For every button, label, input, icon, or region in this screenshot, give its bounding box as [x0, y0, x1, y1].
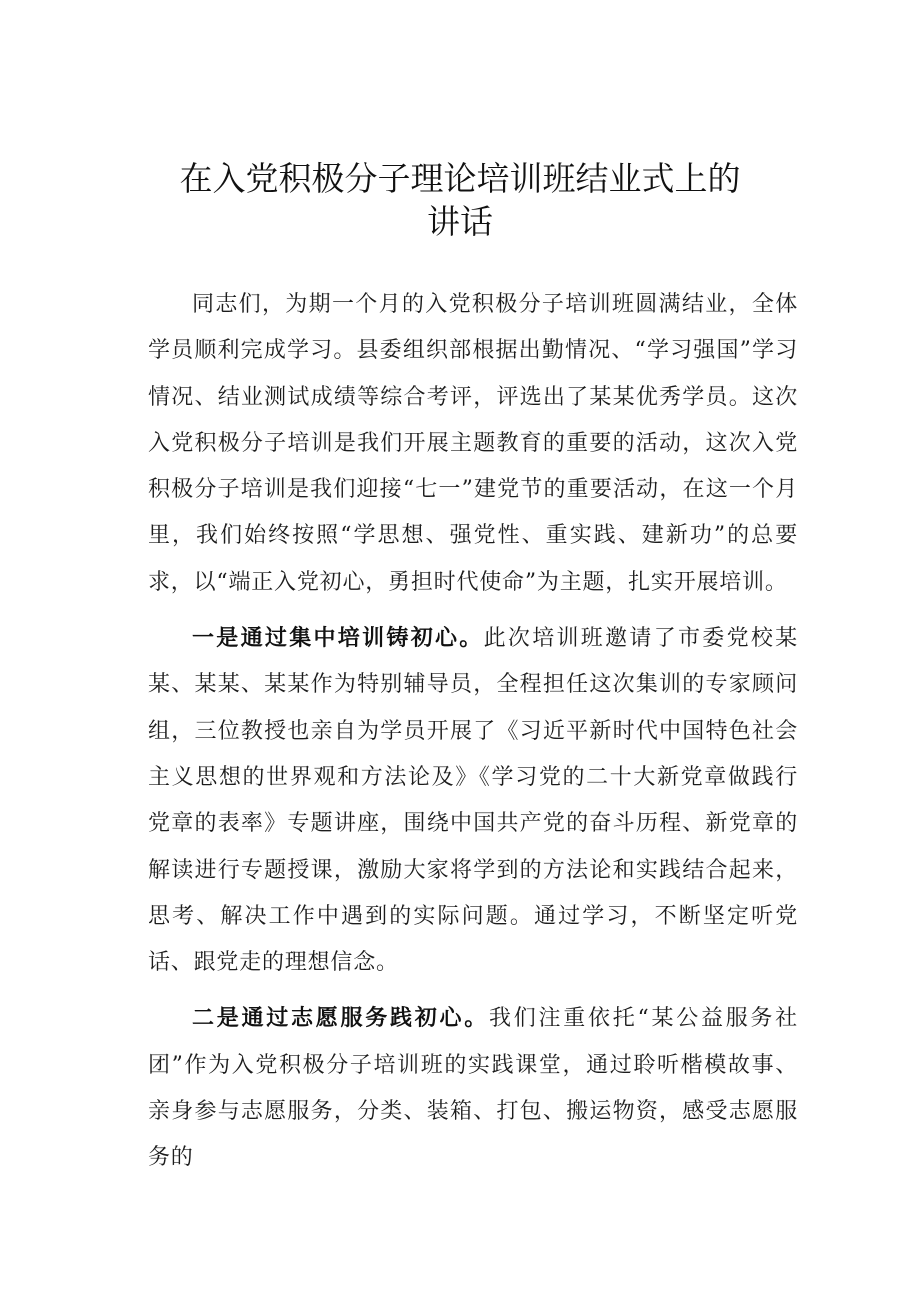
- paragraph-text: 同志们，为期一个月的入党积极分子培训班圆满结业，全体学员顺利完成学习。县委组织部根据出勤情况、“学习强国”学习情况、结业测试成绩等综合考评，评选出了某某优秀学员。这次入党积极分子培训是我们开展主题教育的重要的活动，这次入党积极分子培训是我们迎接“七一”建党节的重要活动，在这一个月里，我们始终按照“学思想、强党性、重实践、建新功”的总要求，以“端正入党初心，勇担时代使命”为主题，扎实开展培训。: [148, 292, 798, 595]
- paragraph-lead-heading: 一是通过集中培训铸初心。: [192, 625, 484, 652]
- document-title-line-1: 在入党积极分子理论培训班结业式上的: [179, 159, 741, 198]
- paragraph-lead-heading: 二是通过志愿服务践初心。: [192, 1005, 489, 1032]
- paragraph-opening: [148, 282, 798, 606]
- document-body: [148, 282, 798, 1191]
- document-title-line-2: 讲话: [427, 202, 493, 241]
- paragraph-section-two: [148, 995, 798, 1181]
- paragraph-section-one: [148, 615, 798, 986]
- paragraph-text: 此次培训班邀请了市委党校某某、某某、某某作为特别辅导员，全程担任这次集训的专家顾问组，三位教授也亲自为学员开展了《习近平新时代中国特色社会主义思想的世界观和方法论及》《学习党的二十大新党章做践行党章的表率》专题讲座，围绕中国共产党的奋斗历程、新党章的解读进行专题授课，激励大家将学到的方法论和实践结合起来，思考、解决工作中遇到的实际问题。通过学习，不断坚定听党话、跟党走的理想信念。: [148, 626, 798, 976]
- paragraph-text: 我们注重依托“某公益服务社团”作为入党积极分子培训班的实践课堂，通过聆听楷模故事、亲身参与志愿服务，分类、装箱、打包、搬运物资，感受志愿服务的: [148, 1006, 798, 1171]
